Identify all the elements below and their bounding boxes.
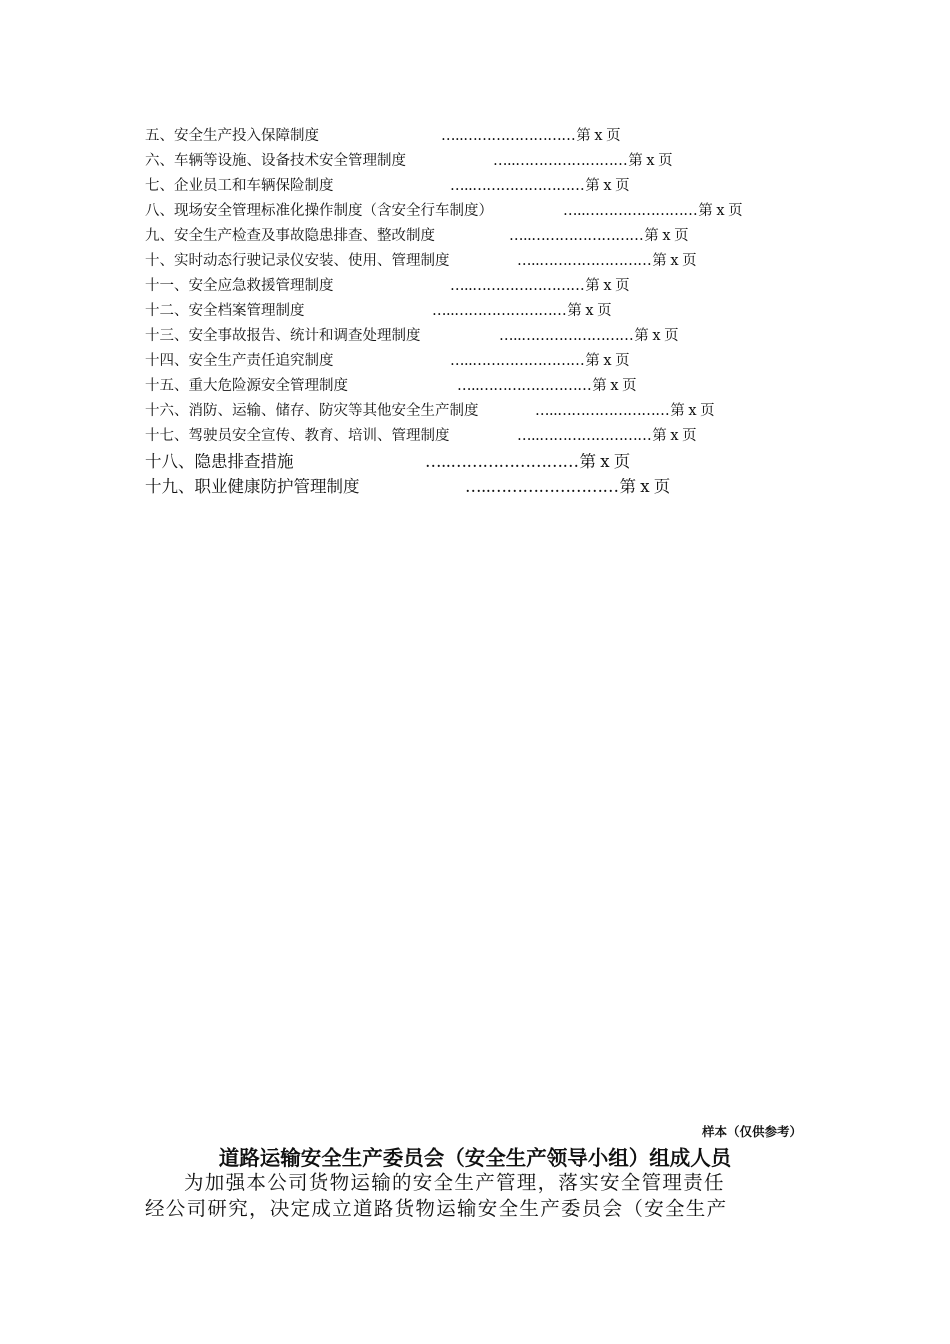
toc-leader-dots: …..…………………… [441, 128, 576, 144]
toc-leader-dots: …..…………………… [457, 378, 592, 394]
toc-entry-leader [499, 324, 678, 349]
toc-entry-page: 第 x 页 [619, 477, 670, 496]
toc-leader-dots: …..…………………… [450, 278, 585, 294]
toc-entry-page: 第 x 页 [567, 303, 612, 319]
toc-entry-title: 十、实时动态行驶记录仪安装、使用、管理制度 [145, 253, 450, 269]
toc-entry-page: 第 x 页 [585, 178, 630, 194]
toc-entry-leader [432, 299, 611, 324]
toc-entry [145, 399, 785, 424]
document-body [145, 1170, 810, 1222]
toc-entry [145, 149, 785, 174]
toc-entry-page: 第 x 页 [585, 278, 630, 294]
toc-entry-leader [465, 474, 670, 499]
toc-entry-title: 十七、驾驶员安全宣传、教育、培训、管理制度 [145, 428, 450, 444]
body-paragraph-line: 经公司研究，决定成立道路货物运输安全生产委员会（安全生产 [145, 1197, 728, 1220]
toc-leader-dots: …..…………………… [493, 153, 628, 169]
toc-entry-leader [450, 174, 629, 199]
toc-entry [145, 274, 785, 299]
toc-entry-leader [450, 349, 629, 374]
toc-entry-title: 十六、消防、运输、储存、防灾等其他安全生产制度 [145, 403, 479, 419]
document-heading: 道路运输安全生产委员会（安全生产领导小组）组成人员 [218, 1146, 732, 1170]
toc-entry-page: 第 x 页 [576, 128, 621, 144]
toc-leader-dots: …..…………………… [563, 203, 698, 219]
toc-entry-leader [535, 399, 714, 424]
toc-entry-title: 七、企业员工和车辆保险制度 [145, 178, 334, 194]
toc-entry [145, 374, 785, 399]
toc-entry-title: 十九、职业健康防护管理制度 [145, 477, 360, 496]
body-paragraph-line: 为加强本公司货物运输的安全生产管理，落实安全管理责任 [184, 1171, 725, 1194]
toc-leader-dots: …..…………………… [499, 328, 634, 344]
toc-entry-title: 九、安全生产检查及事故隐患排查、整改制度 [145, 228, 435, 244]
toc-entry-page: 第 x 页 [592, 378, 637, 394]
toc-entry-page: 第 x 页 [652, 253, 697, 269]
toc-leader-dots: …..…………………… [425, 452, 579, 471]
toc-entry [145, 249, 785, 274]
toc-entry-leader [493, 149, 672, 174]
toc-entry [145, 449, 785, 474]
toc-entry [145, 174, 785, 199]
toc-entry [145, 299, 785, 324]
toc-entry-title: 六、车辆等设施、设备技术安全管理制度 [145, 153, 406, 169]
toc-entry-leader [517, 424, 696, 449]
toc-entry-leader [509, 224, 688, 249]
toc-entry-leader [441, 124, 620, 149]
toc-entry-title: 十一、安全应急救援管理制度 [145, 278, 334, 294]
toc-entry-title: 十八、隐患排查措施 [145, 452, 294, 471]
toc-entry [145, 224, 785, 249]
toc-leader-dots: …..…………………… [517, 253, 652, 269]
toc-entry [145, 474, 785, 499]
toc-entry-page: 第 x 页 [644, 228, 689, 244]
toc-entry [145, 349, 785, 374]
toc-leader-dots: …..…………………… [517, 428, 652, 444]
toc-entry-page: 第 x 页 [628, 153, 673, 169]
table-of-contents [145, 124, 785, 499]
toc-entry-page: 第 x 页 [670, 403, 715, 419]
toc-entry [145, 324, 785, 349]
sample-note: 样本（仅供参考） [701, 1124, 802, 1139]
toc-entry [145, 124, 785, 149]
toc-entry-title: 八、现场安全管理标准化操作制度（含安全行车制度） [145, 203, 493, 219]
toc-leader-dots: …..…………………… [535, 403, 670, 419]
toc-entry-title: 十四、安全生产责任追究制度 [145, 353, 334, 369]
toc-leader-dots: …..…………………… [465, 477, 619, 496]
toc-entry-title: 十二、安全档案管理制度 [145, 303, 305, 319]
toc-entry-page: 第 x 页 [579, 452, 630, 471]
toc-entry-page: 第 x 页 [634, 328, 679, 344]
toc-entry-page: 第 x 页 [585, 353, 630, 369]
toc-entry-leader [450, 274, 629, 299]
toc-entry-leader [563, 199, 742, 224]
toc-entry-title: 十五、重大危险源安全管理制度 [145, 378, 348, 394]
toc-entry [145, 199, 785, 224]
toc-leader-dots: …..…………………… [509, 228, 644, 244]
toc-entry [145, 424, 785, 449]
toc-entry-leader [457, 374, 636, 399]
toc-leader-dots: …..…………………… [450, 353, 585, 369]
toc-leader-dots: …..…………………… [450, 178, 585, 194]
toc-entry-page: 第 x 页 [652, 428, 697, 444]
toc-entry-leader [517, 249, 696, 274]
toc-entry-leader [425, 449, 630, 474]
toc-entry-title: 十三、安全事故报告、统计和调查处理制度 [145, 328, 421, 344]
toc-entry-page: 第 x 页 [698, 203, 743, 219]
toc-leader-dots: …..…………………… [432, 303, 567, 319]
toc-entry-title: 五、安全生产投入保障制度 [145, 128, 319, 144]
